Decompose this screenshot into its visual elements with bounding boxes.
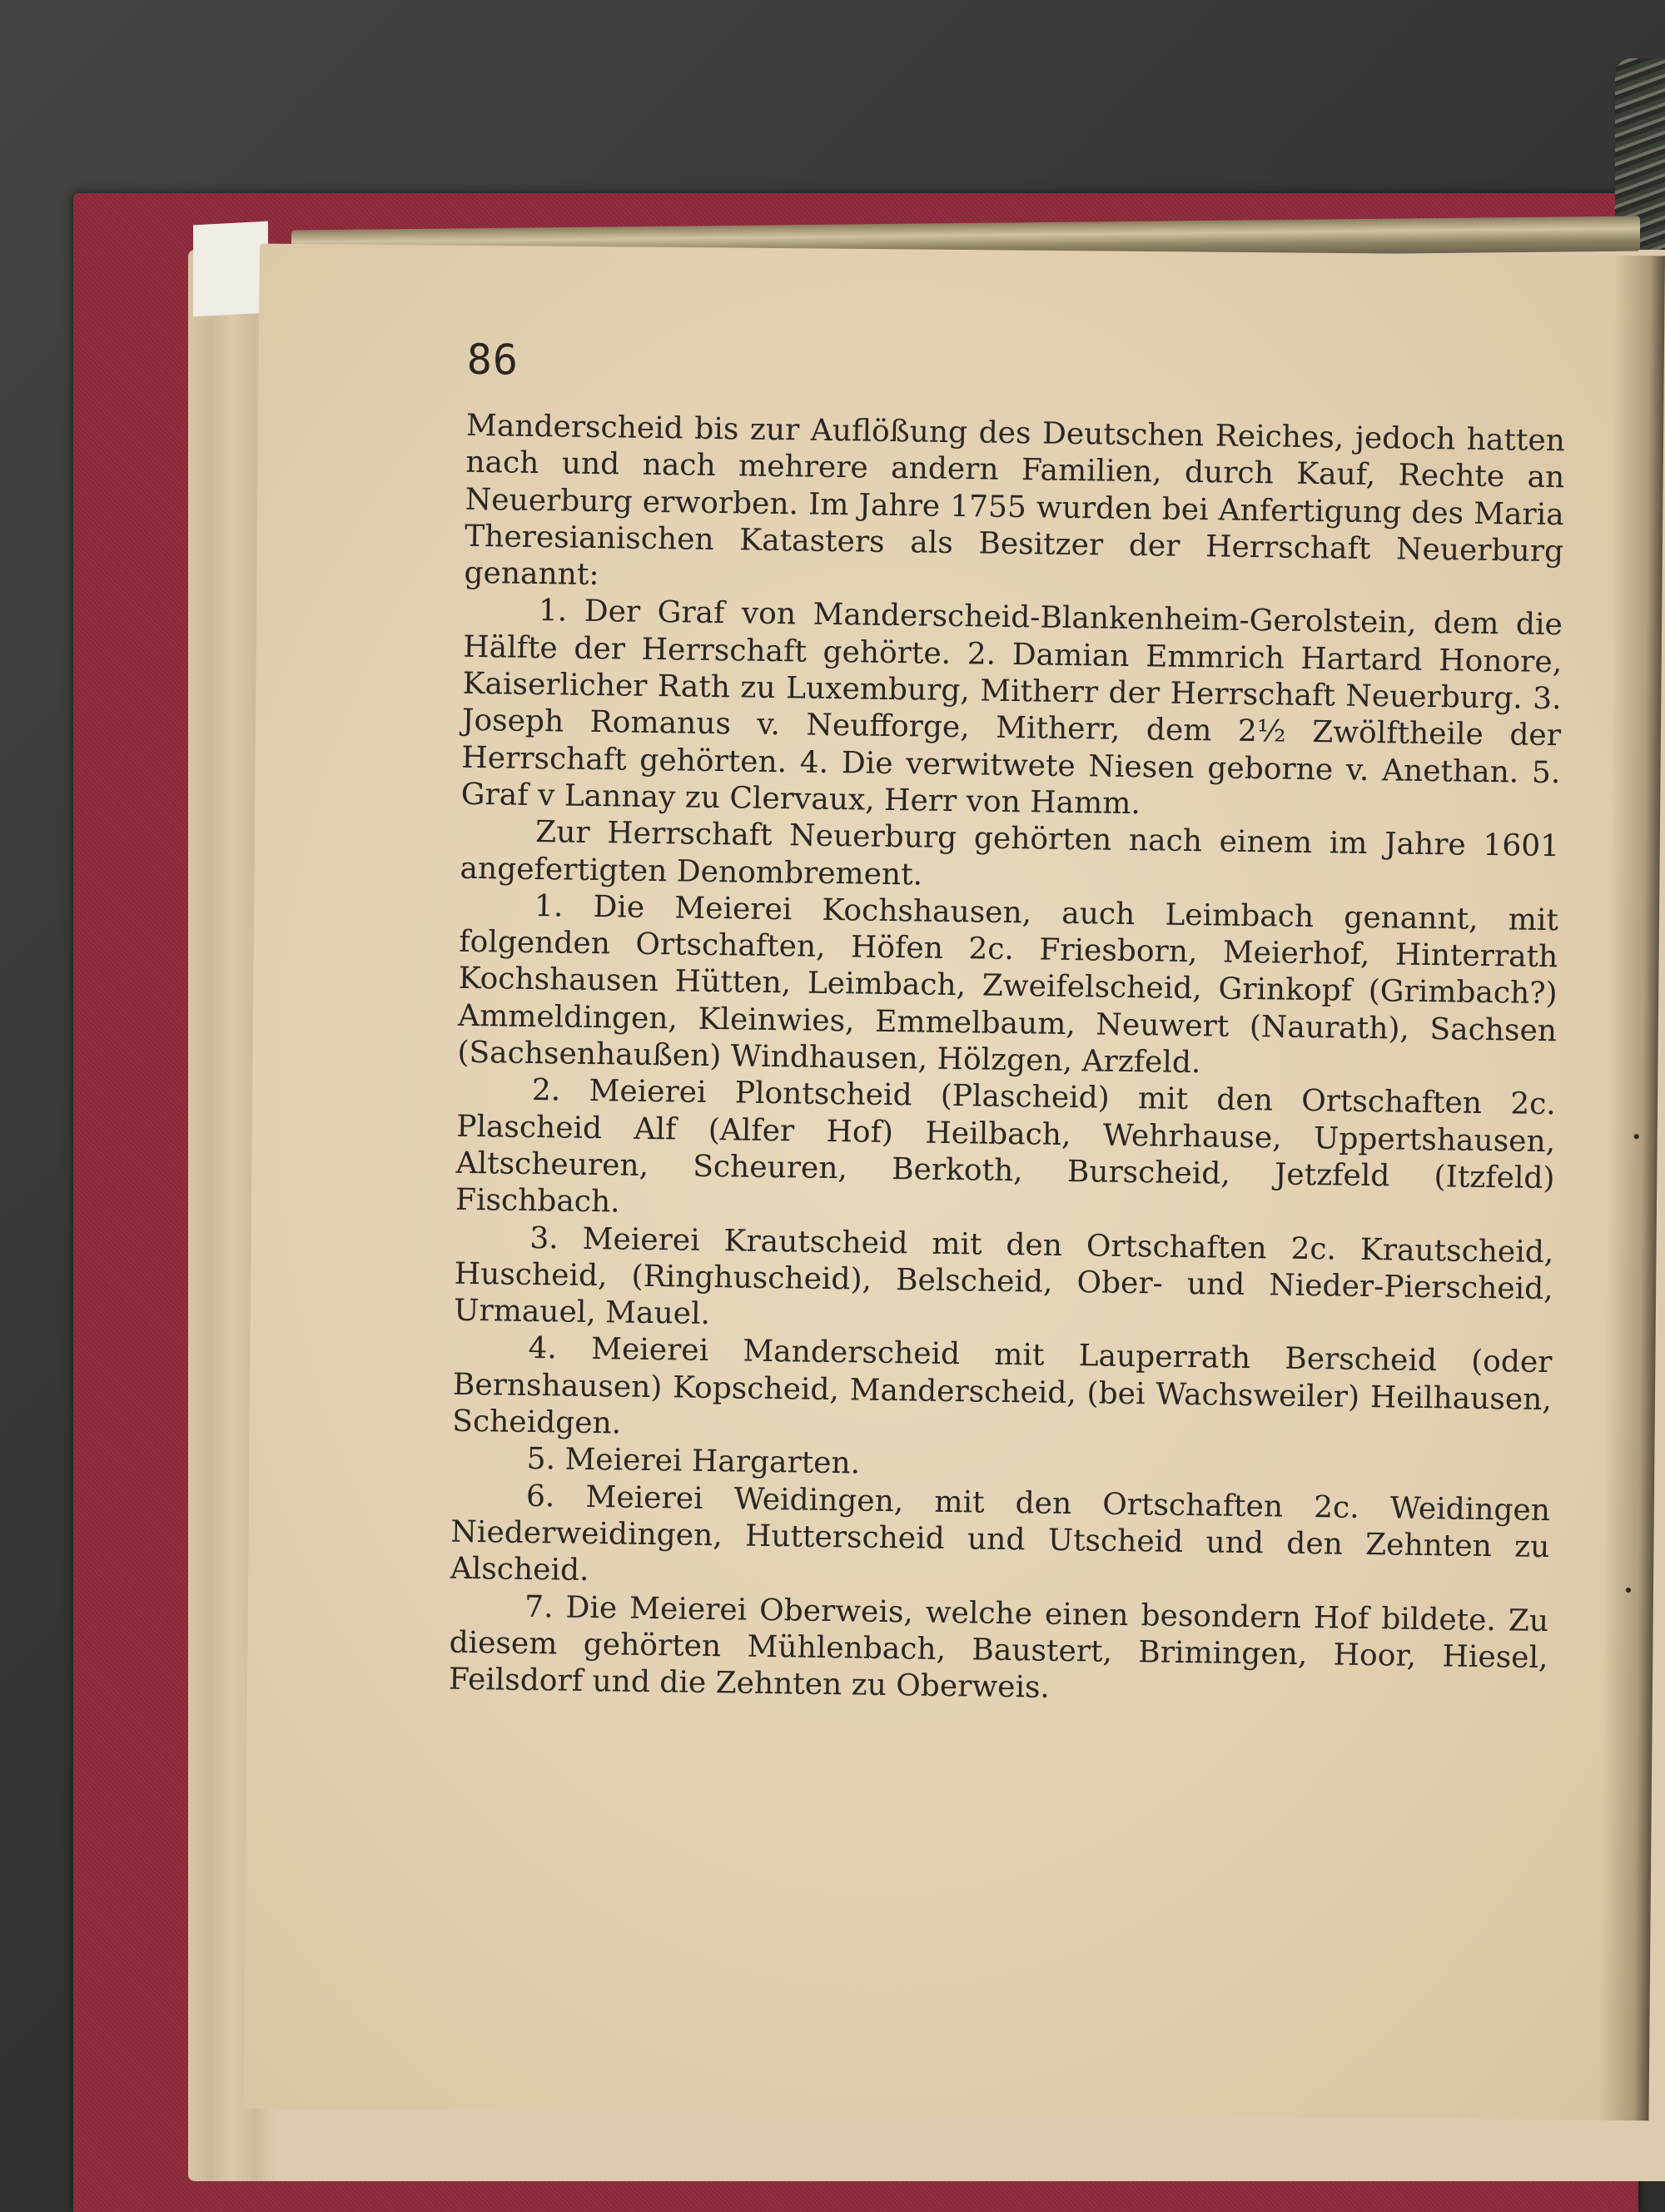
paragraph-meierei-1: 1. Die Meierei Kochshausen, auch Leimbach genannt, mit folgenden Ortschaften, Höfen 2c. Friesborn, Meierhof, Hinterrath Kochshausen Hütten, Leimbach, Zweifelscheid, Grinkopf (Grimbach?) Ammeldingen, Kleinwies, Emmelbaum, Neuwert (Naurath), Sachsen (Sachsenhaußen) Windhausen, Hölzgen, Arzfeld. xyxy=(457,888,1559,1081)
ink-speck xyxy=(1626,1588,1631,1593)
paragraph-meierei-6: 6. Meierei Weidingen, mit den Ortschaften 2c. Weidingen Niederweidingen, Hutterscheid und Utscheid und den Zehnten zu Alscheid. xyxy=(450,1479,1551,1588)
paragraph-meierei-3: 3. Meierei Krautscheid mit den Ortschaften 2c. Krautscheid, Huscheid, (Ringhuscheid), Belscheid, Ober- und Nieder-Pierscheid, Urmauel, Mauel. xyxy=(453,1220,1554,1332)
ink-speck xyxy=(1634,1134,1639,1139)
paper-slip xyxy=(193,221,268,317)
paragraph-meierei-4: 4. Meierei Manderscheid mit Lauperrath Berscheid (oder Bernshausen) Kopscheid, Manderscheid, (bei Wachsweiler) Heilhausen, Scheidgen. xyxy=(452,1331,1553,1441)
paragraph-meierei-2: 2. Meierei Plontscheid (Plascheid) mit den Ortschaften 2c. Plascheid Alf (Alfer Hof) Heilbach, Wehrhause, Uppertshausen, Altscheuren, Scheuren, Berkoth, Burscheid, Jetzfeld (Itzfeld) Fischbach. xyxy=(455,1073,1557,1220)
paragraph-meierei-5: 5. Meierei Hargarten. xyxy=(526,1442,861,1481)
paragraph-intro: Manderscheid bis zur Auflößung des Deutschen Reiches, jedoch hatten nach und nach mehrere andern Familien, durch Kauf, Rechte an Neuerburg erworben. Im Jahre 1755 wurden bei Anfertigung des Maria Theresianischen Katasters als Besitzer der Herrschaft Neuerburg genannt: xyxy=(464,408,1566,593)
page-number: 86 xyxy=(466,335,519,385)
paragraph-denombrement: Zur Herrschaft Neuerburg gehörten nach einem im Jahre 1601 angefertigten Denombrement. xyxy=(460,815,1560,892)
book-page xyxy=(243,244,1664,2121)
page-text xyxy=(449,408,1566,1714)
paragraph-meierei-7: 7. Die Meierei Oberweis, welche einen besondern Hof bildete. Zu diesem gehörten Mühlenbach, Baustert, Brimingen, Hoor, Hiesel, Feilsdorf und die Zehnten zu Oberweis. xyxy=(448,1589,1549,1705)
paragraph-owners-list: 1. Der Graf von Manderscheid-Blankenheim-Gerolstein, dem die Hälfte der Herrschaft gehörte. 2. Damian Emmrich Hartard Honore, Kaiserlicher Rath zu Luxemburg, Mitherr der Herrschaft Neuerburg. 3. Joseph Romanus v. Neufforge, Mitherr, dem 2½ Zwölftheile der Herrschaft gehörten. 4. Die verwitwete Niesen geborne v. Anethan. 5. Graf v Lannay zu Clervaux, Herr von Hamm. xyxy=(460,594,1563,822)
